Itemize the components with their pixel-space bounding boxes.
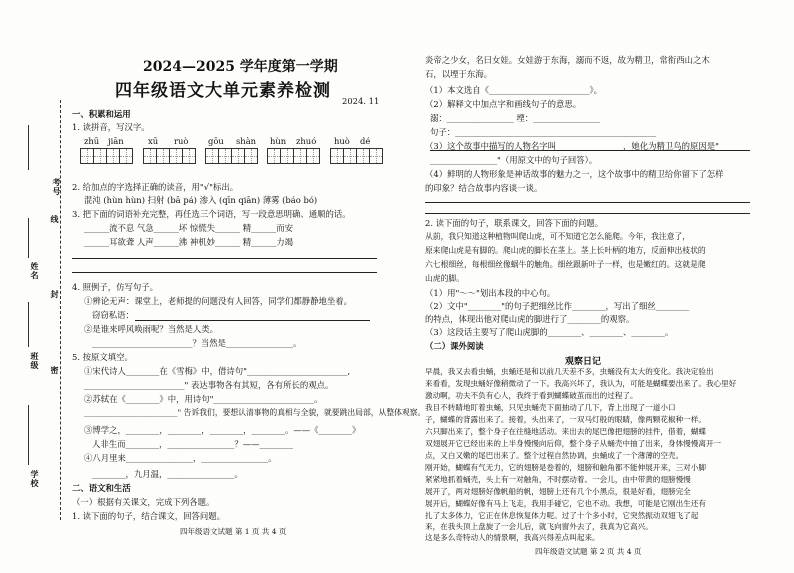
section-2-sub: （一）根据有关课文，完成下列各题。: [72, 497, 215, 507]
r-q4: （4）鲜明的人物形象是神话故事的魅力之一，这个故事中的精卫给你留下了怎样: [425, 169, 724, 179]
pinyin-10: dé: [360, 136, 371, 146]
pinyin-9: huò: [334, 136, 350, 146]
field-line-banji: [28, 302, 30, 347]
q5-line-3: ②苏轼在《________》中，用诗句"________________________。: [84, 394, 323, 404]
side-label-xuexiao: 学校: [30, 470, 40, 488]
essay-line: 六只脚出来了，整个身子在往缝地活动。来出去的尾巴像把翅膀的挂件，借着，蝴蝶: [425, 427, 706, 436]
essay-line: 点，又白又嫩的尾巴出来了。整个过程自然协调，虫蛹成了一个薄薄的空壳。: [425, 451, 684, 460]
page-footer-1: 四年级语文试题 第 1 页 共 4 页: [180, 527, 287, 536]
essay-line: 我目不转睛地盯着虫蛹，只见虫蛹壳下面抽动了几下，背上出现了一道小口: [425, 403, 676, 412]
r-section-extra: （二）课外阅读: [425, 341, 484, 351]
passage-1-line-1: [425, 54, 710, 66]
q4-example: ①辨论无声：课堂上，老师提的问题没有人回答，同学们都静静地坐着。: [84, 296, 352, 306]
passage-1-text: 炎帝之少女，名曰女娃。女娃游于东海，溺而不返，故为精卫，常衔西山之木: [425, 55, 710, 65]
essay-line: 这是多么奇特动人的情景啊，我高兴得差点叫起来。: [425, 533, 600, 542]
answer-line[interactable]: [72, 272, 377, 273]
passage-1-line-2: 石，以堙于东海。: [425, 69, 492, 79]
q5-prompt: 5. 按原文填空。: [72, 352, 133, 362]
pinyin-5: gōu: [208, 136, 224, 146]
field-line-xingming: [28, 218, 30, 258]
essay-line: 展开了，两对翅膀好像帆船的帆，翅膀上还有几个小黑点，很是好看，翅膀完全: [425, 487, 691, 496]
exam-title: 四年级语文大单元素养检测: [115, 81, 331, 101]
passage-2-line-3: 六七根细丝，每根细丝像蜗牛的触角。细丝跟新叶子一样，也是嫩红的。这就是爬: [425, 260, 706, 269]
passage-2-line-4: 山虎的脚。: [425, 274, 464, 283]
r-s1: （1）用"～～"划出本段的中心句。: [425, 288, 556, 298]
essay-line: 刚开始，蝴蝶有气无力，它的翅膀是卷着的，翅膀和触角都不能伸展开来，三对小脚: [425, 463, 706, 472]
r-s2: （2）文中"________"的句子把细丝比作________，写出了细丝________: [425, 301, 690, 311]
passage-2-line-2: 原来爬山虎是有脚的。爬山虎的脚长在茎上。茎上长叶柄的地方，反面伸出枝状的: [425, 246, 706, 255]
side-label-mi: 密: [50, 366, 60, 375]
essay-title: 观察日记: [565, 357, 602, 367]
essay-line: 来，在我头顶上盘旋了一会儿后，就飞向窗外去了，我真为它高兴。: [425, 522, 653, 531]
passage-2-line-1: 从前，我只知道这种植物叫爬山虎，可不知道它怎么能爬。今年，我注意了，: [425, 232, 691, 241]
essay-line: 子，蝴蝶的背露出来了。接着，头出来了，一双马灯般的眼睛，像两颗花椒种一样。: [425, 415, 706, 424]
q5-line-4: ________________________" 告诉我们，要想认清事物的真相与全貌，就要跳出局部，从整体观察。: [84, 408, 426, 417]
binding-line: [60, 100, 61, 520]
q5-line-2: ________________________" 表达事物各有其短，各有所长的观点。: [84, 380, 334, 390]
q3-row-2: ______耳欲聋 人声______沸 神机妙______ 精______力竭: [84, 237, 293, 247]
q5-line-1: ①宋代诗人________在《雪梅》中，借诗句"________________________,: [84, 366, 351, 376]
answer-grid-1[interactable]: [80, 148, 133, 164]
pinyin-3: xū: [148, 136, 159, 146]
q3-row-1: ______流不息 气急______坏 惊慌失______ 精______而安: [84, 223, 293, 233]
r-q2: （2）解释文中加点字和画线句子的意思。: [425, 99, 582, 109]
answer-grid-5[interactable]: [330, 148, 383, 164]
pinyin-7: hùn: [270, 136, 287, 146]
answer-grid-3[interactable]: [205, 148, 258, 164]
page-footer-2: 四年级语文试题 第 2 页 共 4 页: [535, 547, 642, 556]
exam-year: 2024—2025 学年度第一学期: [143, 59, 338, 75]
essay-line: 展开后，蝴蝶好像有马上飞走，我用手碰它，它也不动。我想，可能是它刚出生还有: [425, 499, 706, 508]
pinyin-6: shàn: [236, 136, 257, 146]
answer-grid-2[interactable]: [143, 148, 196, 164]
q5-line-7: ④八月里来________________，________________。: [84, 453, 277, 463]
essay-line: 激动啊，功夫不负有心人，我终于看到蝴蝶破茧而出的过程了。: [425, 391, 638, 400]
r-q4-b: 的印象？结合故事内容谈一谈。: [425, 183, 543, 193]
r-q2-words: 溺：________________ 堙：________________: [430, 113, 601, 123]
pinyin-2: jiān: [108, 136, 124, 146]
answer-line[interactable]: [425, 213, 750, 214]
answer-grid-4[interactable]: [267, 148, 320, 164]
q3-prompt: 3. 把下面的词语补充完整，再任选三个词语，写一段意思明确、通顺的话。: [72, 209, 351, 219]
side-label-xian: 线: [50, 215, 60, 224]
r-q3: （3）这个故事中描写的人物名字叫________________，她化为精卫鸟的原因是": [425, 141, 719, 151]
q2-options: 混沌 (hùn hùn) 扫射 (bā pá) 渗入 (qīn qiān) 薄雾 (báo bó): [84, 195, 318, 205]
section-1-heading: 一、积累和运用: [72, 109, 131, 119]
r-s2-b: 的特点，体现出他对爬山虎的脚进行了________的观察。: [425, 314, 635, 324]
q5-line-6: 人非生而________，________________？——________: [92, 439, 293, 449]
essay-line: 扎了太多体力，它正在休息恢复体力呢。过了十个多小时，它突然振动双翅飞了起: [425, 511, 699, 520]
q4-item-label: 窃窃私语：: [92, 310, 134, 320]
essay-line: 来看看，发现虫蛹好像稍微动了一下。我高兴坏了，我认为，可能是蝴蝶要出来了。我心里好: [425, 379, 737, 388]
exam-date: 2024. 11: [342, 96, 380, 106]
r-section-q2: 2. 读下面的句子，联系课文，回答下面的问题。: [425, 218, 604, 228]
side-label-feng: 封: [50, 290, 60, 299]
answer-line[interactable]: [425, 202, 750, 203]
q4-fill: ________________________？当然是________________。: [92, 338, 302, 348]
answer-line[interactable]: [135, 320, 370, 321]
field-line-xuexiao: [28, 405, 30, 465]
r-q2-sentence: 句子：________________________________________________: [430, 127, 657, 137]
q5-line-8: ________，九月温，________________。: [92, 469, 243, 479]
q4-prompt: 4. 照例子，仿写句子。: [72, 282, 159, 292]
side-label-banji: 班级: [30, 352, 40, 370]
side-label-kaohao: 考号: [52, 178, 62, 196]
essay-line: 紧紧地抓着蛹壳，头上有一对触角，不时摆动着。一会儿，由中带黄的翅膀慢慢: [425, 475, 691, 484]
pinyin-1: zhū: [84, 136, 100, 146]
q2-prompt: 2. 给加点的字选择正确的读音，用"√"标出。: [72, 182, 239, 192]
section-2-heading: 二、语文和生活: [72, 483, 131, 493]
q4-example-2: ②是谁来呼风唤雨呢？当然是人类。: [84, 324, 218, 334]
essay-line: 早晨，我又去看虫蛹，虫蛹还是和以前几天差不多，虫蛹没有太大的变化。我决定验出: [425, 367, 714, 376]
section-2-q1: 1. 读下面的句子，结合课文，回答问题。: [72, 511, 226, 521]
r-q3-b: ________________"（用原文中的句子回答）。: [430, 155, 598, 165]
r-q1: （1）本文选自《________________________》。: [425, 85, 603, 95]
r-s3: （3）这段话主要写了爬山虎脚的________、________、________。: [425, 327, 674, 337]
pinyin-4: ruò: [174, 136, 189, 146]
essay-line: 双翅展开它已经出来的上半身慢慢向后仰，整个身子从蛹壳中抽了出来，身体慢慢离开一: [425, 439, 722, 448]
side-label-xingming: 姓名: [30, 262, 40, 280]
q5-line-5: ③博学之，________，________，________，________。——《________》: [84, 425, 361, 435]
q1-prompt: 1. 读拼音，写汉字。: [72, 122, 150, 132]
field-line-kaohao: [28, 125, 30, 170]
answer-line[interactable]: [72, 258, 377, 259]
pinyin-8: zhuó: [296, 136, 317, 146]
